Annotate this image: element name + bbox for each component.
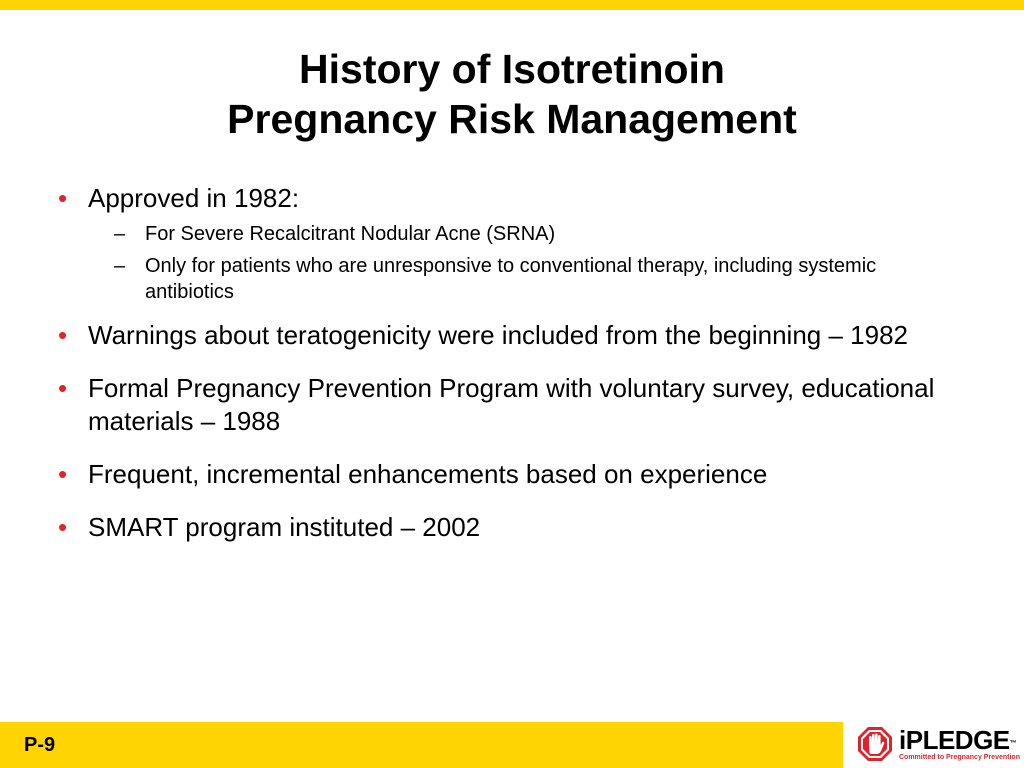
dash-icon: – — [114, 223, 126, 245]
footer-bar — [0, 722, 843, 768]
bullet-dot-icon: • — [58, 320, 68, 350]
bullet-text: Frequent, incremental enhancements based on experience — [88, 459, 768, 489]
bullet-item — [58, 511, 958, 544]
bullet-item — [58, 182, 958, 305]
bullet-text: SMART program instituted – 2002 — [88, 512, 481, 542]
slide-title-line-1: History of Isotretinoin — [299, 46, 725, 92]
sub-bullet-text: Only for patients who are unresponsive to conventional therapy, including systemic antibiotics — [145, 255, 877, 303]
bullet-dot-icon: • — [58, 373, 68, 403]
bullet-dot-icon: • — [58, 459, 68, 489]
bullet-text: Formal Pregnancy Prevention Program with voluntary survey, educational materials – 1988 — [88, 373, 935, 436]
sub-bullet-text: For Severe Recalcitrant Nodular Acne (SRNA) — [145, 223, 556, 245]
slide-title — [0, 44, 1024, 144]
bullet-text: Warnings about teratogenicity were included from the beginning – 1982 — [88, 320, 908, 350]
bullet-dot-icon: • — [58, 183, 68, 213]
sub-bullet-list — [88, 221, 958, 305]
slide-body — [58, 182, 958, 564]
logo-tagline: Committed to Pregnancy Prevention — [899, 754, 1020, 761]
sub-bullet-item — [88, 253, 958, 305]
bullet-item — [58, 458, 958, 491]
top-accent-bar — [0, 0, 1024, 10]
page-number: P-9 — [24, 734, 56, 756]
bullet-text: Approved in 1982: — [88, 183, 300, 213]
bullet-item — [58, 372, 958, 438]
sub-bullet-item — [88, 221, 958, 247]
ipledge-logo — [855, 724, 1020, 764]
logo-wordmark: iPLEDGE™ — [899, 725, 1017, 755]
bullet-dot-icon: • — [58, 512, 68, 542]
bullet-item — [58, 319, 958, 352]
slide-title-line-2: Pregnancy Risk Management — [227, 96, 797, 142]
stop-hand-icon — [857, 726, 893, 762]
dash-icon: – — [114, 255, 126, 277]
